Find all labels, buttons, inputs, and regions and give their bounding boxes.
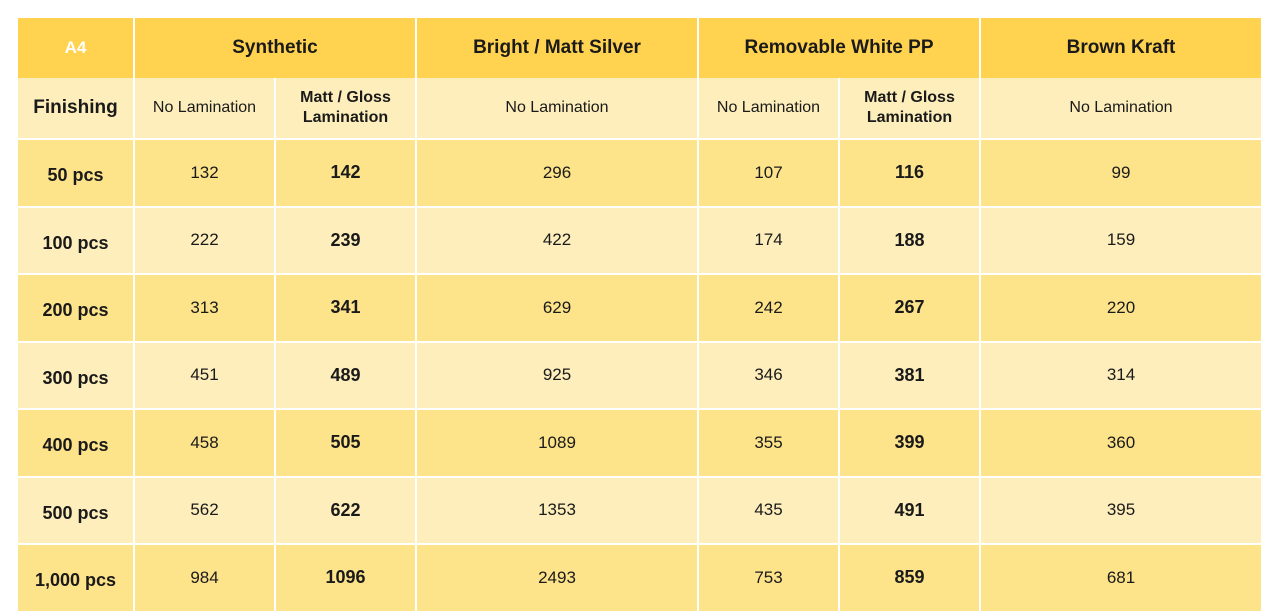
price-cell: 355 — [698, 409, 839, 477]
quantity-label: 300 pcs — [18, 342, 134, 410]
price-cell: 341 — [275, 274, 416, 342]
price-cell: 681 — [980, 544, 1261, 611]
price-cell: 99 — [980, 139, 1261, 207]
finishing-removable-no-lamination: No Lamination — [698, 78, 839, 139]
quantity-label: 50 pcs — [18, 139, 134, 207]
quantity-label: 200 pcs — [18, 274, 134, 342]
price-cell: 222 — [134, 207, 275, 275]
price-cell: 313 — [134, 274, 275, 342]
price-cell: 505 — [275, 409, 416, 477]
price-cell: 314 — [980, 342, 1261, 410]
finishing-lamination-line1: Matt / Gloss — [300, 89, 391, 106]
price-cell: 159 — [980, 207, 1261, 275]
price-table — [18, 18, 1261, 611]
table-row — [18, 342, 1261, 410]
table-row — [18, 544, 1261, 611]
group-removable-white-pp: Removable White PP — [698, 18, 980, 78]
table-row — [18, 207, 1261, 275]
price-cell: 346 — [698, 342, 839, 410]
price-cell: 116 — [839, 139, 980, 207]
price-cell: 188 — [839, 207, 980, 275]
quantity-label: 500 pcs — [18, 477, 134, 545]
price-cell: 399 — [839, 409, 980, 477]
finishing-synthetic-lamination — [275, 78, 416, 139]
price-cell: 107 — [698, 139, 839, 207]
price-cell: 562 — [134, 477, 275, 545]
price-cell: 132 — [134, 139, 275, 207]
group-bright-matt-silver: Bright / Matt Silver — [416, 18, 698, 78]
price-cell: 381 — [839, 342, 980, 410]
finishing-kraft-no-lamination: No Lamination — [980, 78, 1261, 139]
finishing-label: Finishing — [18, 78, 134, 139]
price-cell: 1096 — [275, 544, 416, 611]
table-row — [18, 477, 1261, 545]
price-cell: 239 — [275, 207, 416, 275]
price-cell: 491 — [839, 477, 980, 545]
finishing-lamination-line2: Lamination — [866, 109, 953, 126]
price-cell: 2493 — [416, 544, 698, 611]
price-cell: 296 — [416, 139, 698, 207]
price-cell: 489 — [275, 342, 416, 410]
price-cell: 174 — [698, 207, 839, 275]
price-cell: 242 — [698, 274, 839, 342]
finishing-silver-no-lamination: No Lamination — [416, 78, 698, 139]
price-cell: 1353 — [416, 477, 698, 545]
size-label: A4 — [18, 18, 134, 78]
price-cell: 622 — [275, 477, 416, 545]
table-row — [18, 409, 1261, 477]
finishing-lamination-line1: Matt / Gloss — [864, 89, 955, 106]
group-synthetic: Synthetic — [134, 18, 416, 78]
table-row — [18, 274, 1261, 342]
quantity-label: 400 pcs — [18, 409, 134, 477]
price-cell: 142 — [275, 139, 416, 207]
price-cell: 859 — [839, 544, 980, 611]
finishing-row — [18, 78, 1261, 139]
price-cell: 267 — [839, 274, 980, 342]
price-cell: 984 — [134, 544, 275, 611]
price-cell: 220 — [980, 274, 1261, 342]
quantity-label: 100 pcs — [18, 207, 134, 275]
finishing-lamination-line2: Lamination — [302, 109, 389, 126]
price-cell: 1089 — [416, 409, 698, 477]
price-cell: 458 — [134, 409, 275, 477]
price-cell: 753 — [698, 544, 839, 611]
table-row — [18, 139, 1261, 207]
finishing-synthetic-no-lamination: No Lamination — [134, 78, 275, 139]
finishing-removable-lamination — [839, 78, 980, 139]
group-brown-kraft: Brown Kraft — [980, 18, 1261, 78]
price-cell: 629 — [416, 274, 698, 342]
price-cell: 360 — [980, 409, 1261, 477]
price-cell: 395 — [980, 477, 1261, 545]
header-row — [18, 18, 1261, 78]
price-cell: 422 — [416, 207, 698, 275]
price-cell: 925 — [416, 342, 698, 410]
price-cell: 451 — [134, 342, 275, 410]
price-cell: 435 — [698, 477, 839, 545]
quantity-label: 1,000 pcs — [18, 544, 134, 611]
